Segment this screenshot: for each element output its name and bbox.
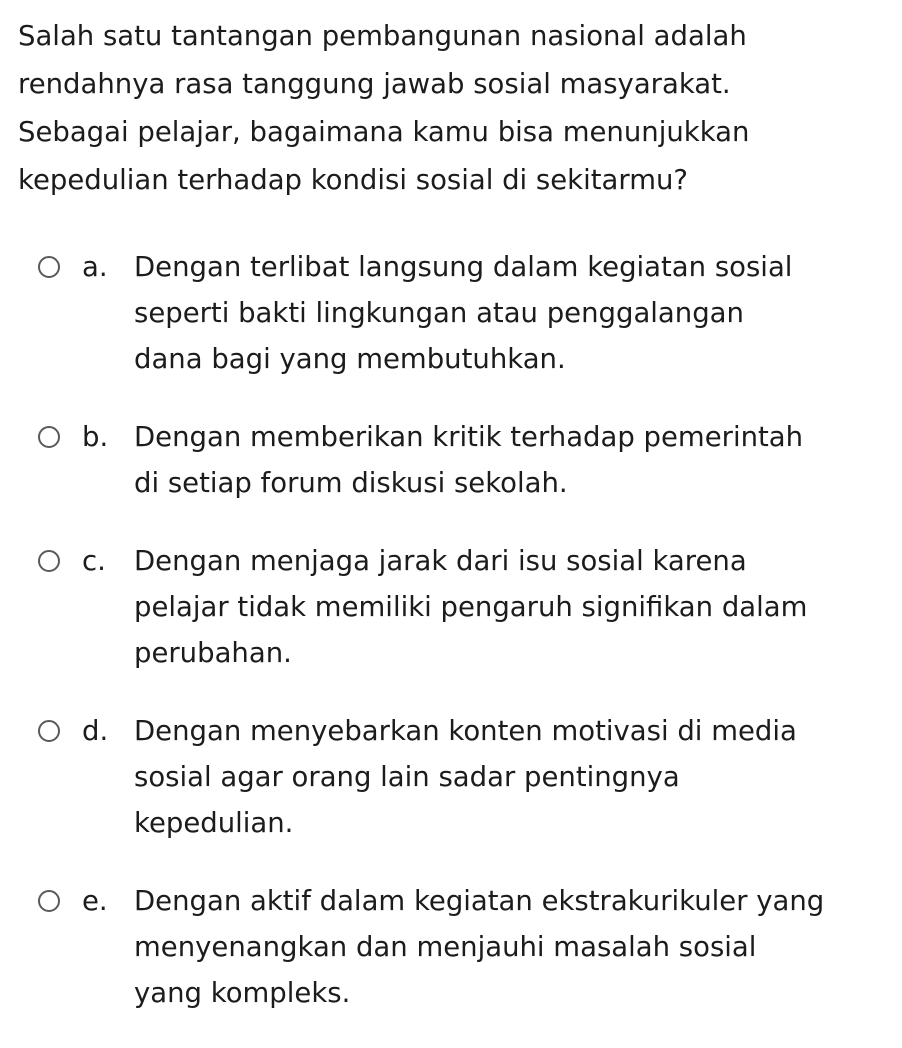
option-line: Dengan menyebarkan konten motivasi di media [134,715,797,747]
option-line: Dengan aktif dalam kegiatan ekstrakurikuler yang [134,885,825,917]
option-line: Dengan memberikan kritik terhadap pemerintah [134,421,804,453]
option-line: menyenangkan dan menjauhi masalah sosial [134,931,757,963]
option-letter: c. [82,545,106,577]
radio-button-icon[interactable] [38,426,60,448]
option-line: Dengan menjaga jarak dari isu sosial karena [134,545,747,577]
option-line: di setiap forum diskusi sekolah. [134,467,568,499]
option-b[interactable] [0,414,902,506]
option-letter: a. [82,251,108,283]
option-text [134,708,894,846]
question-line: Salah satu tantangan pembangunan nasional adalah [18,20,747,52]
option-line: Dengan terlibat langsung dalam kegiatan sosial [134,251,793,283]
option-a[interactable] [0,244,902,382]
option-line: dana bagi yang membutuhkan. [134,343,566,375]
option-text [134,244,894,382]
option-line: pelajar tidak memiliki pengaruh signifikan dalam [134,591,808,623]
option-e[interactable] [0,878,902,1016]
question-text [18,12,888,204]
option-line: yang kompleks. [134,977,351,1009]
question-line: rendahnya rasa tanggung jawab sosial masyarakat. [18,68,731,100]
option-line: seperti bakti lingkungan atau penggalangan [134,297,744,329]
option-line: perubahan. [134,637,292,669]
option-line: sosial agar orang lain sadar pentingnya [134,761,680,793]
option-text [134,878,894,1016]
answer-options [0,244,902,1048]
option-text [134,414,894,506]
option-letter: e. [82,885,108,917]
option-text [134,538,894,676]
question-line: Sebagai pelajar, bagaimana kamu bisa menunjukkan [18,116,750,148]
question-line: kepedulian terhadap kondisi sosial di sekitarmu? [18,164,689,196]
option-letter: b. [82,421,109,453]
radio-button-icon[interactable] [38,550,60,572]
radio-button-icon[interactable] [38,720,60,742]
radio-button-icon[interactable] [38,256,60,278]
option-line: kepedulian. [134,807,294,839]
option-c[interactable] [0,538,902,676]
option-d[interactable] [0,708,902,846]
option-letter: d. [82,715,109,747]
radio-button-icon[interactable] [38,890,60,912]
